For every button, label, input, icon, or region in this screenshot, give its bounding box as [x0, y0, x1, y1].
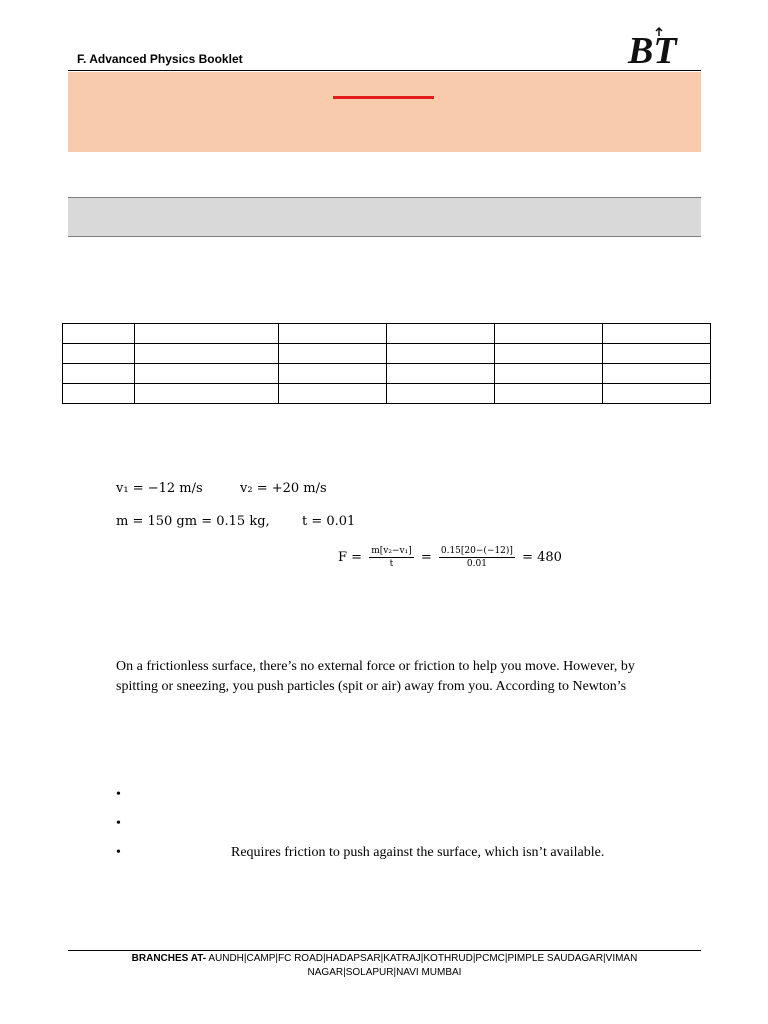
fraction-formula — [369, 546, 413, 569]
table-cell — [603, 344, 711, 364]
velocity-v2: v₂ = +20 m/s — [240, 481, 327, 496]
paragraph-line: On a frictionless surface, there’s no external force or friction to help you move. However, by — [116, 659, 635, 674]
velocity-v1: v₁ = −12 m/s — [116, 481, 203, 496]
title-banner — [68, 72, 701, 152]
fraction-substituted — [439, 546, 515, 569]
table-row — [63, 344, 711, 364]
mass-line: m = 150 gm = 0.15 kg, — [116, 514, 270, 529]
explanation-paragraph — [116, 657, 706, 697]
table-cell — [63, 384, 135, 404]
header-rule — [68, 70, 701, 71]
footer-line-1 — [68, 952, 701, 966]
table-cell — [603, 324, 711, 344]
table-cell — [603, 384, 711, 404]
table-cell — [387, 344, 495, 364]
table-cell — [63, 364, 135, 384]
table-cell — [603, 364, 711, 384]
table-cell — [387, 364, 495, 384]
section-heading-band — [68, 197, 701, 237]
fraction-numerator: m[v₂−v₁] — [371, 546, 412, 556]
table-cell — [495, 324, 603, 344]
footer — [68, 952, 701, 980]
bullet-icon: • — [116, 787, 121, 802]
table-cell — [135, 384, 279, 404]
table-cell — [135, 344, 279, 364]
table-cell — [495, 364, 603, 384]
table-cell — [63, 344, 135, 364]
header-title: F. Advanced Physics Booklet — [77, 52, 243, 66]
fraction-denominator: t — [389, 559, 394, 569]
equation-lhs: F = — [338, 550, 363, 565]
table-cell — [279, 364, 387, 384]
fraction-denominator: 0.01 — [466, 559, 487, 569]
force-equation — [338, 546, 562, 569]
footer-line-2: NAGAR|SOLAPUR|NAVI MUMBAI — [307, 967, 462, 978]
table-cell — [279, 344, 387, 364]
table-cell — [63, 324, 135, 344]
footer-branches: AUNDH|CAMP|FC ROAD|HADAPSAR|KATRAJ|KOTHRUD|PCMC|PIMPLE SAUDAGAR|VIMAN — [206, 953, 638, 964]
table-cell — [495, 384, 603, 404]
logo — [626, 27, 686, 69]
table-cell — [387, 384, 495, 404]
equation-result: = 480 — [522, 550, 562, 565]
table-cell — [279, 324, 387, 344]
table-row — [63, 324, 711, 344]
bullet-icon: • — [116, 845, 121, 860]
table-cell — [135, 324, 279, 344]
paragraph-line: spitting or sneezing, you push particles (spit or air) away from you. According to Newton’s — [116, 679, 627, 694]
table-cell — [135, 364, 279, 384]
data-table — [62, 323, 711, 404]
fraction-numerator: 0.15[20−(−12)] — [440, 546, 513, 556]
table-cell — [387, 324, 495, 344]
footer-label: BRANCHES AT- — [131, 953, 207, 964]
table-cell — [495, 344, 603, 364]
bullet-text: Requires friction to push against the surface, which isn’t available. — [231, 845, 605, 860]
bullet-icon: • — [116, 816, 121, 831]
table-row — [63, 384, 711, 404]
banner-underline — [333, 96, 434, 99]
table-row — [63, 364, 711, 384]
logo-text: BT — [628, 30, 677, 69]
table-cell — [279, 384, 387, 404]
equals-sign: = — [420, 550, 432, 565]
footer-rule — [68, 950, 701, 951]
time-line: t = 0.01 — [302, 514, 356, 529]
